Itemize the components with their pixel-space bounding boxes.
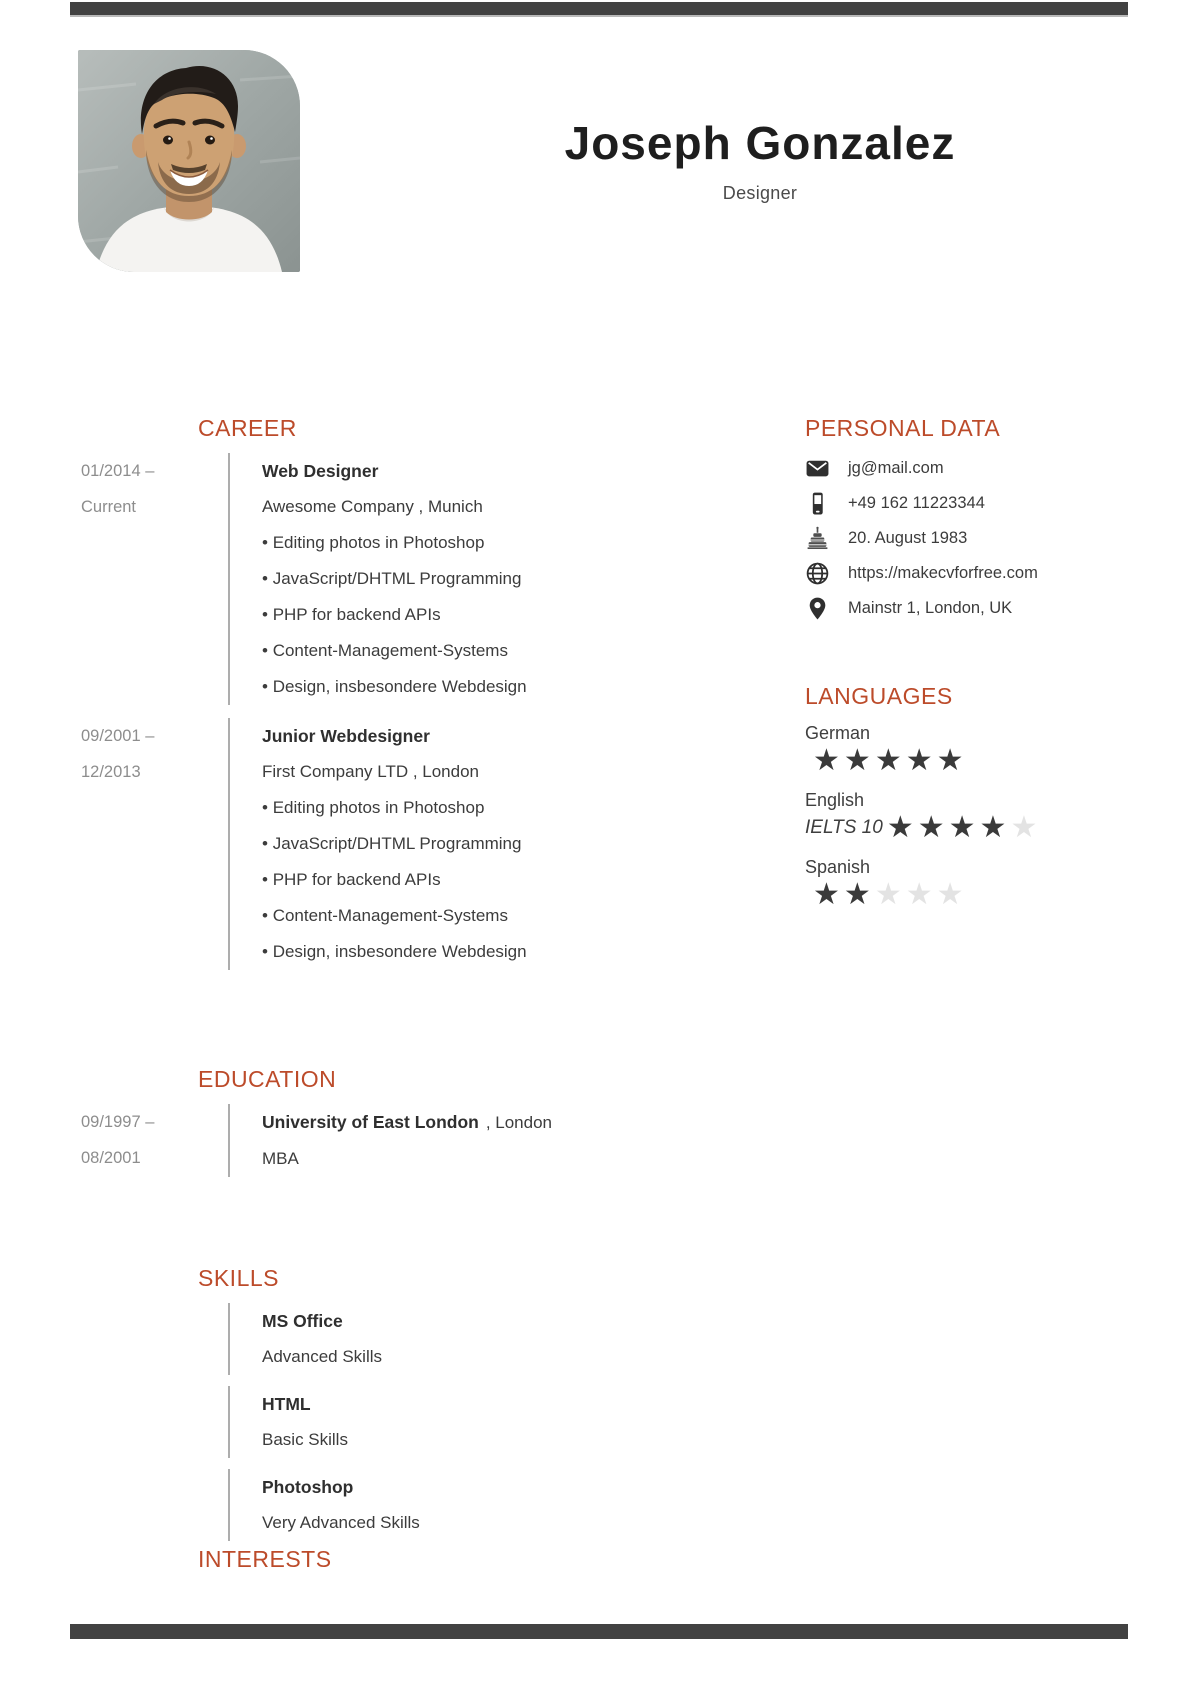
- degree: MBA: [262, 1149, 299, 1168]
- entry-content: [228, 1104, 720, 1177]
- email-value: jg@mail.com: [848, 458, 944, 477]
- career-heading: CAREER: [198, 415, 297, 441]
- skills-section: [70, 1265, 720, 1552]
- education-heading: EDUCATION: [198, 1066, 337, 1092]
- star-filled-icon: ★: [843, 744, 875, 777]
- skill-group: [70, 1386, 720, 1458]
- language-spanish: [805, 857, 1145, 910]
- language-english: [805, 790, 1145, 843]
- personal-item-email: [805, 456, 1145, 480]
- career-entry: [70, 453, 720, 705]
- personal-item-website: [805, 561, 1145, 585]
- star-filled-icon: ★: [979, 811, 1011, 844]
- star-empty-icon: ★: [874, 878, 906, 911]
- date-start: 09/1997 –: [81, 1113, 155, 1131]
- star-filled-icon: ★: [874, 744, 906, 777]
- skill-name: HTML: [262, 1394, 311, 1414]
- header-block: [460, 118, 1060, 204]
- job-title: Junior Webdesigner: [262, 726, 430, 746]
- star-filled-icon: ★: [813, 744, 844, 777]
- interests-section: [70, 1546, 720, 1572]
- personal-item-phone: [805, 491, 1145, 515]
- location-icon: [805, 596, 848, 621]
- entry-content: [228, 453, 720, 705]
- personal-item-birthday: [805, 526, 1145, 550]
- email-icon: [805, 456, 848, 481]
- bottom-bar: [70, 1624, 1128, 1639]
- languages-heading: LANGUAGES: [805, 683, 953, 709]
- skill-level: Basic Skills: [262, 1430, 348, 1449]
- personal-data-heading: PERSONAL DATA: [805, 415, 1001, 441]
- interests-heading: INTERESTS: [198, 1546, 332, 1572]
- job-bullet: • JavaScript/DHTML Programming: [262, 561, 720, 597]
- website-icon: [805, 561, 848, 586]
- skill-content: [228, 1469, 720, 1541]
- personal-item-address: [805, 596, 1145, 620]
- profile-photo: [78, 50, 300, 272]
- skill-level: Very Advanced Skills: [262, 1513, 420, 1532]
- date-end: 12/2013: [81, 763, 141, 781]
- language-german: [805, 723, 1145, 776]
- person-role: Designer: [722, 182, 798, 203]
- language-name: German: [805, 723, 871, 743]
- job-bullet: • Content-Management-Systems: [262, 898, 720, 934]
- job-title: Web Designer: [262, 461, 379, 481]
- personal-data-section: [805, 415, 1145, 631]
- skill-content: [228, 1303, 720, 1375]
- career-section: [70, 415, 720, 983]
- language-name: Spanish: [805, 857, 871, 877]
- job-bullet: • Design, insbesondere Webdesign: [262, 669, 720, 705]
- birthday-value: 20. August 1983: [848, 528, 968, 547]
- portrait-illustration: [78, 50, 300, 272]
- job-bullet: • Content-Management-Systems: [262, 633, 720, 669]
- job-bullet: • JavaScript/DHTML Programming: [262, 826, 720, 862]
- job-company: Awesome Company , Munich: [262, 497, 483, 516]
- skills-heading: SKILLS: [198, 1265, 279, 1291]
- phone-value: +49 162 11223344: [848, 493, 985, 512]
- language-note: IELTS 10: [805, 817, 883, 838]
- job-bullet: • PHP for backend APIs: [262, 862, 720, 898]
- birthday-icon: [805, 526, 848, 551]
- star-filled-icon: ★: [948, 811, 980, 844]
- person-name: Joseph Gonzalez: [564, 117, 956, 169]
- star-filled-icon: ★: [936, 744, 968, 777]
- education-entry: [70, 1104, 720, 1177]
- skill-name: Photoshop: [262, 1477, 354, 1497]
- school-name: University of East London: [262, 1112, 479, 1132]
- language-name: English: [805, 790, 865, 810]
- career-entry: [70, 718, 720, 970]
- date-start: 01/2014 –: [81, 462, 155, 480]
- star-filled-icon: ★: [813, 878, 844, 911]
- school-location: , London: [485, 1113, 553, 1132]
- star-empty-icon: ★: [905, 878, 937, 911]
- job-bullet: • PHP for backend APIs: [262, 597, 720, 633]
- date-end: Current: [81, 498, 137, 516]
- star-filled-icon: ★: [905, 744, 937, 777]
- skill-group: [70, 1303, 720, 1375]
- website-value: https://makecvforfree.com: [848, 563, 1038, 582]
- address-value: Mainstr 1, London, UK: [848, 598, 1013, 617]
- star-filled-icon: ★: [886, 811, 918, 844]
- top-bar: [70, 2, 1128, 17]
- job-bullet: • Design, insbesondere Webdesign: [262, 934, 720, 970]
- skill-content: [228, 1386, 720, 1458]
- job-bullet: • Editing photos in Photoshop: [262, 790, 720, 826]
- star-rating: [805, 880, 1145, 910]
- star-empty-icon: ★: [1010, 811, 1042, 844]
- entry-dates: [70, 1104, 228, 1177]
- star-rating: [805, 746, 1145, 776]
- entry-dates: [70, 718, 228, 970]
- skill-name: MS Office: [262, 1311, 343, 1331]
- job-bullet: • Editing photos in Photoshop: [262, 525, 720, 561]
- education-section: [70, 1066, 720, 1190]
- star-filled-icon: ★: [843, 878, 875, 911]
- languages-section: [805, 683, 1145, 910]
- mobile-icon: [805, 491, 848, 516]
- date-start: 09/2001 –: [81, 727, 155, 745]
- entry-dates: [70, 453, 228, 705]
- skill-group: [70, 1469, 720, 1541]
- star-empty-icon: ★: [936, 878, 968, 911]
- star-rating: [887, 813, 1042, 843]
- entry-content: [228, 718, 720, 970]
- skill-level: Advanced Skills: [262, 1347, 383, 1366]
- date-end: 08/2001: [81, 1149, 141, 1167]
- star-filled-icon: ★: [917, 811, 949, 844]
- job-company: First Company LTD , London: [262, 762, 479, 781]
